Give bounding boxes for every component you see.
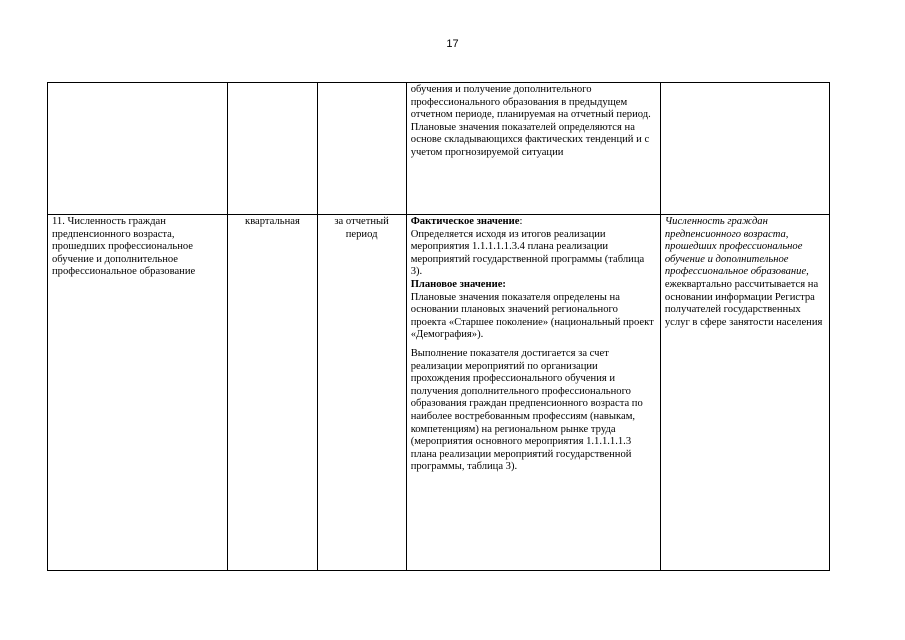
cell-indicator-name xyxy=(48,215,228,571)
cell-period xyxy=(317,215,406,571)
page-number: 17 xyxy=(446,38,459,50)
table-row xyxy=(48,83,830,215)
method-continued-text: обучения и получение дополнительного профессионального образования в предыдущем отчетном периоде, планируемая на отчетный период. Плановые значения показателей определяются на основе складывающихся фактических тенденций и с учетом прогнозируемой ситуации xyxy=(410,84,651,158)
achieve-text: Выполнение показателя достигается за счет реализации мероприятий по организации прохождения профессионального обучения и получения дополнительного профессионального образования граждан предпенсионного возраста по наиболее востребованным профессиям (навыкам, компетенциям) на региональном рынке труда (мероприятия основного мероприятия 1.1.1.1.1.3 плана реализации мероприятий государственной программы, таблица 3). xyxy=(410,347,643,473)
reporting-period: за отчетный период xyxy=(334,216,389,240)
fact-colon: : xyxy=(519,216,523,227)
fact-text: Определяется исходя из итогов реализации мероприятия 1.1.1.1.1.3.4 плана реализации мероприятий государственной программы (таблица 3). xyxy=(410,228,645,278)
fact-label: Фактическое значение xyxy=(410,216,520,227)
cell-method xyxy=(406,215,660,571)
source-italic: Численность граждан предпенсионного возраста, прошедших профессиональное обучение и дополнительное профессиональное образование, xyxy=(664,216,809,278)
plan-label: Плановое значение: xyxy=(410,278,506,290)
cell-empty xyxy=(660,83,829,215)
plan-text: Плановые значения показателя определены на основании плановых значений регионального проекта «Старшее поколение» (национальный проект «Демография»). xyxy=(410,291,654,341)
cell-source xyxy=(660,215,829,571)
indicators-table xyxy=(47,82,830,571)
indicator-name: 11. Численность граждан предпенсионного возраста, прошедших профессиональное обучение и дополнительное профессиональное образование xyxy=(52,216,196,278)
periodicity: квартальная xyxy=(245,216,300,227)
cell-empty xyxy=(228,83,317,215)
cell-empty xyxy=(48,83,228,215)
cell-method-continued xyxy=(406,83,660,215)
table-row xyxy=(48,215,830,571)
cell-periodicity xyxy=(228,215,317,571)
cell-empty xyxy=(317,83,406,215)
source-text: ежеквартально рассчитывается на основании информации Регистра получателей государственных услуг в сфере занятости населения xyxy=(664,278,823,328)
